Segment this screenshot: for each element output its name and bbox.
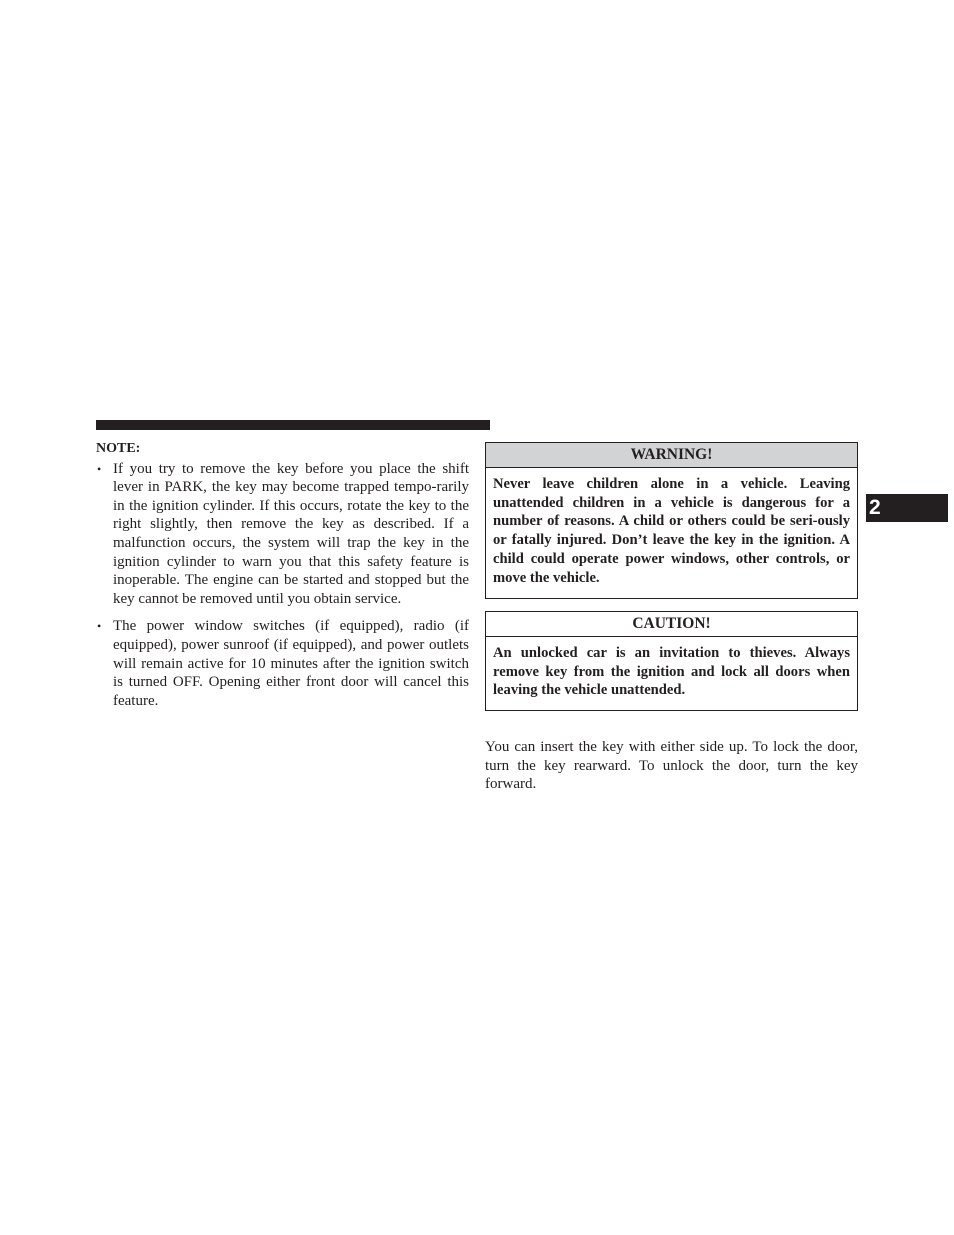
list-item — [96, 617, 469, 710]
section-rule — [96, 420, 490, 430]
bullet-icon: • — [97, 461, 102, 476]
note-bullet-text: The power window switches (if equipped), radio (if equipped), power sunroof (if equipped), and power outlets will remain active for 10 minutes after the ignition switch is turned OFF. Opening either front door will cancel this feature. — [113, 618, 469, 709]
warning-title: WARNING! — [486, 443, 857, 468]
caution-text: An unlocked car is an invitation to thieves. Always remove key from the ignition and lock all doors when leaving the vehicle unattended. — [493, 645, 850, 699]
body-paragraph: You can insert the key with either side up. To lock the door, turn the key rearward. To unlock the door, turn the key forward. — [485, 739, 858, 793]
note-bullet-list — [96, 460, 469, 711]
chapter-number: 2 — [869, 496, 881, 519]
note-label: NOTE: — [96, 441, 141, 456]
note-bullet-text: If you try to remove the key before you place the shift lever in PARK, the key may become trapped tempo-rarily in the ignition cylinder. If this occurs, rotate the key to the right slightly, then remove the key as described. If a malfunction occurs, the system will trap the key in the ignition cylinder to warn you that this safety feature is inoperable. The engine can be started and stopped but the key cannot be removed until you obtain service. — [113, 460, 469, 607]
note-section — [96, 440, 469, 719]
caution-title: CAUTION! — [486, 612, 857, 637]
list-item — [96, 460, 469, 609]
warning-box — [485, 442, 858, 599]
chapter-tab — [866, 494, 948, 522]
warning-text: Never leave children alone in a vehicle. Leaving unattended children in a vehicle is dangerous for a number of reasons. A child or others could be seri-ously or fatally injured. Don’t leave the key in the ignition. A child could operate power windows, other controls, or move the vehicle. — [493, 476, 850, 586]
bullet-icon: • — [97, 619, 102, 634]
caution-box — [485, 611, 858, 711]
